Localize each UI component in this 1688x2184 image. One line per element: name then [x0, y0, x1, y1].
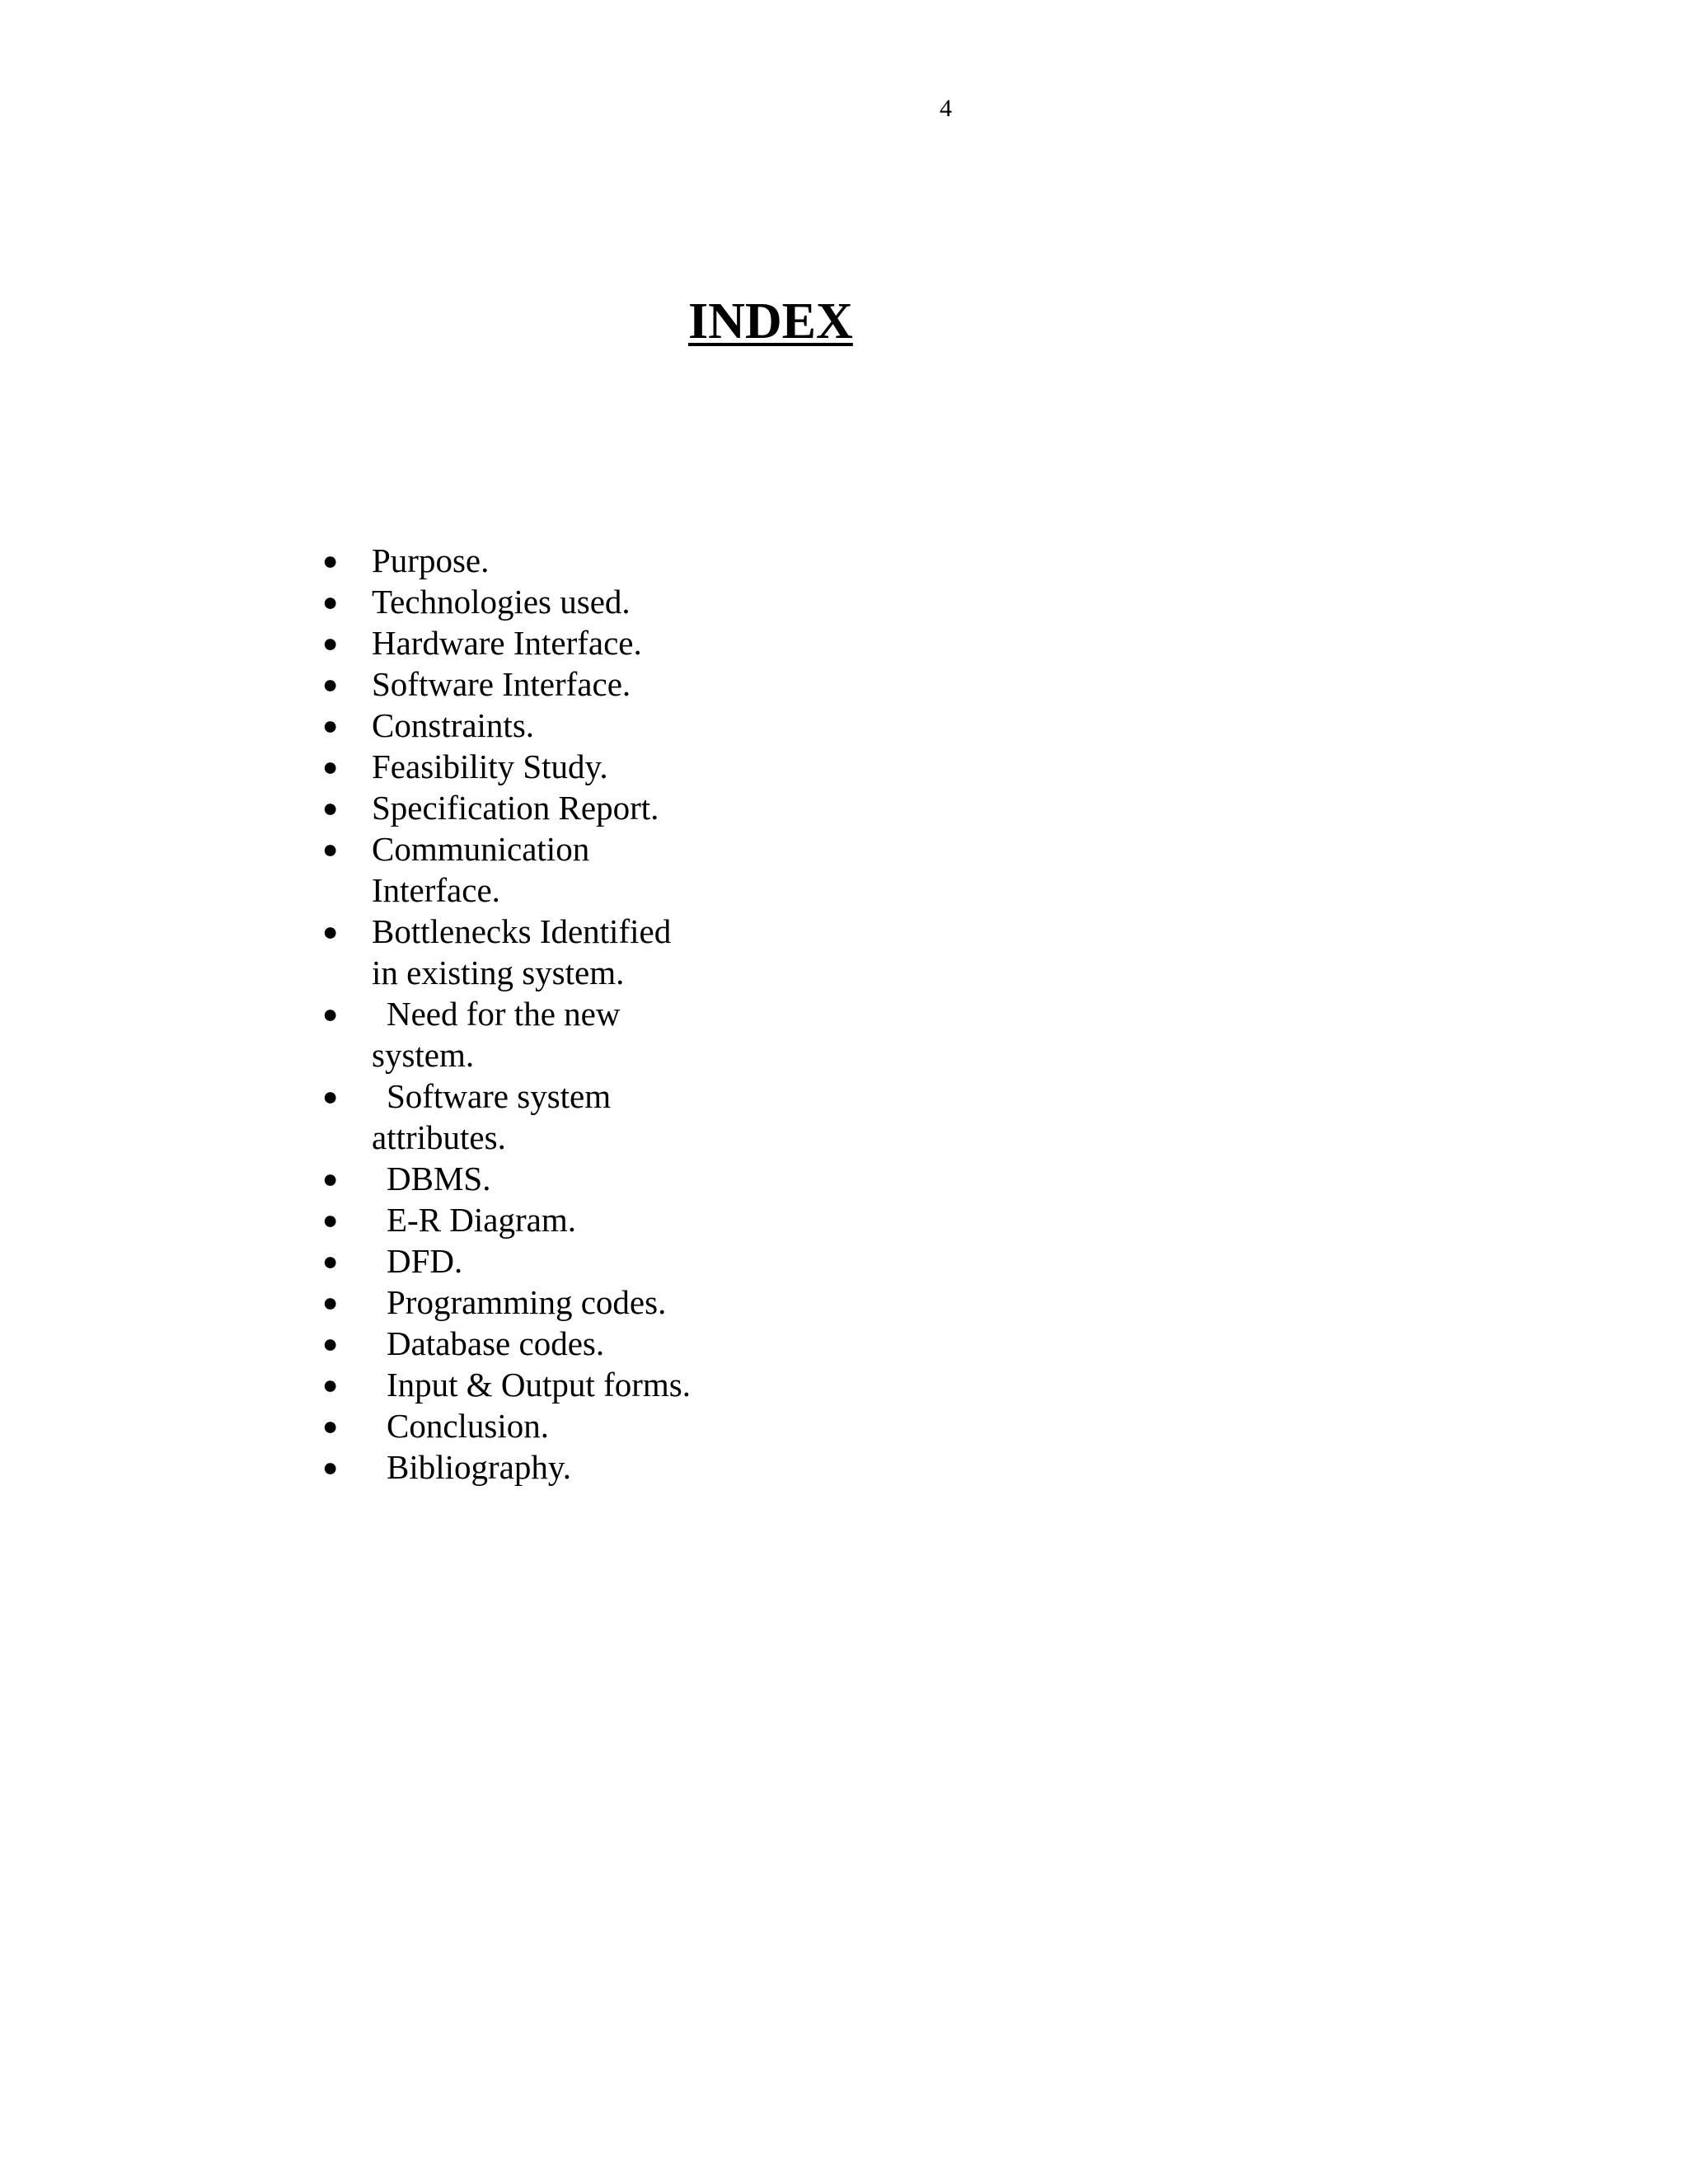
bullet-icon: ●: [322, 1452, 339, 1482]
bullet-icon: ●: [322, 916, 339, 946]
bullet-icon: ●: [322, 1246, 339, 1276]
index-item-technologies: [322, 581, 701, 622]
index-item-software-attributes: [322, 1076, 701, 1158]
index-item-label: Purpose.: [372, 541, 490, 579]
bullet-icon: ●: [322, 710, 339, 740]
index-item-label: Hardware Interface.: [372, 624, 642, 662]
index-item-label: Need for the new system.: [372, 995, 621, 1074]
index-item-specification: [322, 787, 701, 828]
index-item-communication: [322, 828, 701, 911]
bullet-icon: ●: [322, 1287, 339, 1317]
bullet-icon: ●: [322, 1370, 339, 1399]
index-item-label: Technologies used.: [372, 583, 631, 621]
page-title: INDEX: [688, 293, 853, 349]
index-item-label: Constraints.: [372, 706, 535, 744]
index-item-label: DBMS.: [387, 1160, 491, 1197]
index-item-database-codes: [322, 1323, 701, 1364]
index-item-conclusion: [322, 1405, 701, 1446]
bullet-icon: ●: [322, 752, 339, 781]
index-item-hardware-interface: [322, 622, 701, 663]
index-item-label: Communication Interface.: [372, 830, 590, 909]
index-item-label: Bottlenecks Identified in existing system.: [372, 912, 672, 991]
index-item-label: Programming codes.: [387, 1283, 667, 1321]
index-item-bottlenecks: [322, 911, 701, 993]
index-item-purpose: [322, 540, 701, 581]
index-item-label: Input & Output forms.: [387, 1366, 691, 1404]
index-item-label: DFD.: [387, 1242, 463, 1280]
bullet-icon: ●: [322, 999, 339, 1029]
bullet-icon: ●: [322, 834, 339, 864]
bullet-icon: ●: [322, 546, 339, 575]
index-item-dfd: [322, 1240, 701, 1282]
index-item-label: Database codes.: [387, 1324, 605, 1362]
bullet-icon: ●: [322, 628, 339, 658]
page-number: 4: [940, 95, 952, 122]
bullet-icon: ●: [322, 1329, 339, 1358]
bullet-icon: ●: [322, 793, 339, 823]
index-item-programming-codes: [322, 1282, 701, 1323]
index-item-input-output-forms: [322, 1364, 701, 1405]
index-item-dbms: [322, 1158, 701, 1199]
index-item-label: Bibliography.: [387, 1448, 571, 1486]
index-item-need-new-system: [322, 993, 701, 1076]
index-item-constraints: [322, 705, 701, 746]
index-item-label: E-R Diagram.: [387, 1201, 576, 1239]
bullet-icon: ●: [322, 1411, 339, 1441]
bullet-icon: ●: [322, 1081, 339, 1111]
index-item-feasibility: [322, 746, 701, 787]
bullet-icon: ●: [322, 587, 339, 616]
bullet-icon: ●: [322, 1164, 339, 1193]
index-item-label: Software Interface.: [372, 665, 631, 703]
index-item-software-interface: [322, 663, 701, 705]
index-item-label: Specification Report.: [372, 789, 659, 827]
index-item-label: Feasibility Study.: [372, 748, 608, 785]
bullet-icon: ●: [322, 1205, 339, 1235]
bullet-icon: ●: [322, 669, 339, 699]
index-item-label: Software system attributes.: [372, 1077, 612, 1156]
index-item-bibliography: [322, 1446, 701, 1488]
index-list: [0, 540, 701, 1488]
index-item-er-diagram: [322, 1199, 701, 1240]
index-item-label: Conclusion.: [387, 1407, 550, 1445]
